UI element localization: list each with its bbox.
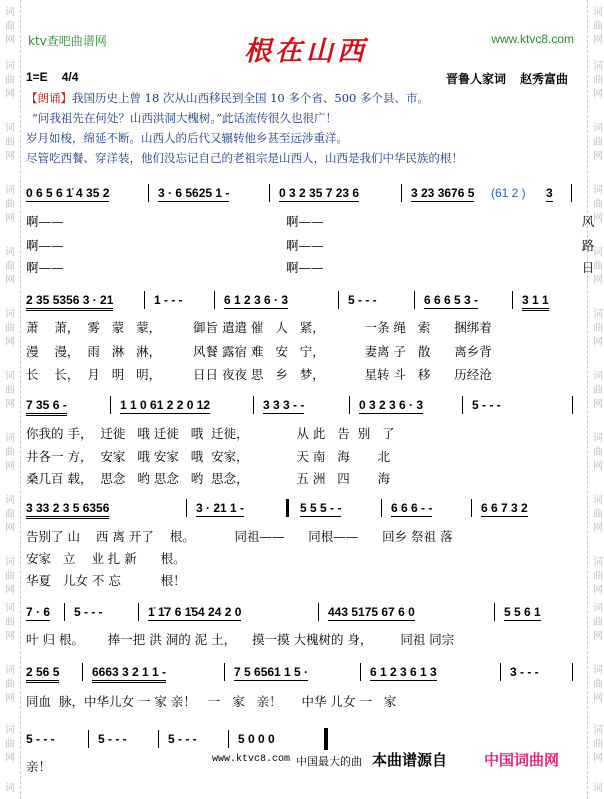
watermark-char: 曲 <box>593 199 603 210</box>
watermark-char: 网 <box>593 275 603 286</box>
measure: 6 6 6 5 3 - <box>424 293 479 307</box>
key-signature <box>26 70 92 84</box>
watermark-char: 词 <box>593 603 603 614</box>
measure: 6663 3 2 1 1 - <box>92 665 166 683</box>
lyric-line: 告别了 山 西 离 开了 根。 同祖—— 同根—— 回乡 祭祖 落 <box>26 529 453 544</box>
barline <box>144 291 145 309</box>
watermark-char: 曲 <box>5 447 15 458</box>
watermark-char: 词 <box>5 123 15 134</box>
measure: 5 - - - <box>168 732 197 746</box>
site-url-right: www.ktvc8.com <box>491 32 574 46</box>
watermark-char: 词 <box>593 557 603 568</box>
watermark-char: 曲 <box>5 739 15 750</box>
footer-source-label: 本曲谱源自 <box>372 751 448 769</box>
watermark-char: 网 <box>593 461 603 472</box>
barline <box>471 499 472 517</box>
narration-line: “问我祖先在何处？山西洪洞大槐树。”此话流传很久也很广！ <box>32 111 338 125</box>
time-signature: 4/4 <box>61 70 79 84</box>
lyric-line: 啊—— 啊—— 路 <box>26 238 595 253</box>
watermark-char: 网 <box>5 631 15 642</box>
watermark-char: 网 <box>593 693 603 704</box>
key: 1=E <box>26 70 48 84</box>
watermark-char: 词 <box>593 371 603 382</box>
watermark-char: 网 <box>593 213 603 224</box>
watermark-char: 词 <box>5 7 15 18</box>
watermark-char: 词 <box>5 603 15 614</box>
watermark-char: 词 <box>593 185 603 196</box>
watermark-char: 曲 <box>5 679 15 690</box>
left-watermark-column <box>0 0 21 799</box>
measure: 3 <box>546 186 553 200</box>
barline <box>494 603 495 621</box>
watermark-char: 曲 <box>593 509 603 520</box>
measure: 3 1 1 <box>522 293 549 311</box>
watermark-char: 曲 <box>593 679 603 690</box>
score-system-2 <box>26 293 580 311</box>
watermark-char: 网 <box>593 151 603 162</box>
measure: 5 - - - <box>26 732 55 746</box>
lyric-line: 长 长， 月 明 明， 日日 夜夜 思 乡 梦， 星转 斗 移 历经沧 <box>26 367 492 382</box>
site-name-left: ktv查吧曲谱网 <box>28 34 107 48</box>
measure: 1 - - - <box>154 293 183 307</box>
watermark-char: 词 <box>593 61 603 72</box>
narration-line: 尽管吃西餐、穿洋装，他们没忘记自己的老祖宗是山西人，山西是我们中华民族的根！ <box>26 151 463 165</box>
measure: 6 6 7 3 2 <box>481 501 528 515</box>
watermark-char: 词 <box>5 557 15 568</box>
watermark-char: 词 <box>5 433 15 444</box>
watermark-char: 词 <box>593 433 603 444</box>
barline <box>571 184 572 202</box>
barline <box>349 396 350 414</box>
footer-url: www.ktvc8.com <box>212 754 291 765</box>
measure: 3 23 3676 5 <box>411 186 475 200</box>
measure: 2 35 5356 3 · 21 <box>26 293 113 311</box>
watermark-char: 词 <box>593 309 603 320</box>
barline <box>462 396 463 414</box>
barline <box>500 663 501 681</box>
lyric-line: 啊—— 啊—— 风 <box>26 214 595 229</box>
measure: 3 3 3 - - <box>263 398 305 412</box>
watermark-char: 网 <box>5 213 15 224</box>
watermark-char: 曲 <box>5 509 15 520</box>
right-watermark-column <box>587 0 604 799</box>
barline <box>253 396 254 414</box>
barline <box>572 396 573 414</box>
lyric-line: 井各一 方， 安家 哦 安家 哦 安家， 天 南 海 北 <box>26 449 391 464</box>
watermark-char: 网 <box>593 399 603 410</box>
score-system-4 <box>26 501 580 519</box>
measure: 0 6 5 6 1̇ 4 35 2 <box>26 186 110 200</box>
repeat-barline <box>286 499 289 517</box>
watermark-char: 网 <box>5 89 15 100</box>
barline <box>414 291 415 309</box>
watermark-char: 词 <box>5 61 15 72</box>
barline <box>148 184 149 202</box>
lyricist: 晋鲁人家词 <box>445 72 506 86</box>
barline <box>82 663 83 681</box>
barline <box>269 184 270 202</box>
watermark-char: 网 <box>5 275 15 286</box>
score-system-3 <box>26 398 580 416</box>
measure: 1 1 0 61 2 2 0 12 <box>120 398 211 412</box>
lyric-line: 你我的 手， 迁徙 哦 迁徙 哦 迁徙， 从 此 告 别 了 <box>26 426 395 441</box>
watermark-char: 曲 <box>5 617 15 628</box>
watermark-char: 网 <box>593 585 603 596</box>
watermark-char: 词 <box>593 123 603 134</box>
barline <box>401 184 402 202</box>
lyric-line: 亲！ <box>26 759 52 774</box>
lyric-line: 桑几百 载， 思念 哟 思念 哟 思念， 五 洲 四 海 <box>26 471 391 486</box>
watermark-char: 曲 <box>5 21 15 32</box>
watermark-char: 曲 <box>5 261 15 272</box>
measure: 7 5 6561 1 5 · <box>234 665 309 679</box>
watermark-char: 曲 <box>5 323 15 334</box>
watermark-char: 词 <box>5 185 15 196</box>
watermark-char: 曲 <box>5 199 15 210</box>
measure: 0 3 2 35 7 23 6 <box>279 186 360 200</box>
measure-parenthetical: (61 2 ) <box>491 186 526 200</box>
lyric-line: 漫 漫， 雨 淋 淋， 风餐 露宿 难 安 宁， 妻离 子 散 离乡背 <box>26 344 492 359</box>
lyric-line: 同血 脉，中华儿女 一 家 亲！ 一 家 亲！ 中华 儿女 一 家 <box>26 694 397 709</box>
lyric-line: 啊—— 啊—— 日 <box>26 260 595 275</box>
barline <box>572 663 573 681</box>
watermark-char: 曲 <box>593 323 603 334</box>
watermark-char: 词 <box>593 495 603 506</box>
watermark-char: 词 <box>593 247 603 258</box>
measure: 1̇ 1̇7 6 1̇54 24 2 0 <box>148 605 242 619</box>
lyric-line: 安家 立 业 扎 新 根。 <box>26 551 186 566</box>
score-system-7 <box>26 732 580 750</box>
watermark-char: 网 <box>5 35 15 46</box>
watermark-char: 曲 <box>593 137 603 148</box>
measure: 3 - - - <box>510 665 539 679</box>
footer-site-name: 中国词曲网 <box>484 751 560 769</box>
measure: 5 5 6 1 <box>504 605 541 619</box>
barline <box>228 730 229 748</box>
measure: 5 - - - <box>98 732 127 746</box>
watermark-char: 词 <box>5 247 15 258</box>
watermark-char: 网 <box>5 585 15 596</box>
watermark-char: 词 <box>5 371 15 382</box>
watermark-char: 词 <box>5 783 15 794</box>
narration-tag: 【朗诵】 <box>26 91 72 105</box>
measure: 5 0 0 0 <box>238 732 275 746</box>
measure: 6 1 2 3 6 · 3 <box>224 293 289 307</box>
barline <box>338 291 339 309</box>
watermark-char: 网 <box>593 35 603 46</box>
measure: 2 56 5 <box>26 665 59 683</box>
watermark-char: 网 <box>5 523 15 534</box>
barline <box>64 603 65 621</box>
barline <box>88 730 89 748</box>
credits <box>432 70 568 87</box>
watermark-char: 网 <box>5 461 15 472</box>
watermark-char: 曲 <box>593 447 603 458</box>
song-title: 根在山西 <box>244 36 368 67</box>
watermark-char: 曲 <box>593 617 603 628</box>
measure: 443 5175 67 6 0 <box>328 605 415 619</box>
watermark-char: 词 <box>593 7 603 18</box>
barline <box>186 499 187 517</box>
barline <box>512 291 513 309</box>
watermark-char: 词 <box>5 665 15 676</box>
watermark-char: 词 <box>593 725 603 736</box>
narration-line: 岁月如梭，绵延不断。山西人的后代又辗转他乡甚至远涉重洋。 <box>26 131 348 145</box>
narration-line: 【朗诵】我国历史上曾 18 次从山西移民到全国 10 多个省、500 多个县、市。 <box>26 91 429 105</box>
barline <box>381 499 382 517</box>
watermark-char: 词 <box>593 783 603 794</box>
measure: 5 - - - <box>348 293 377 307</box>
measure: 3 · 6 5625 1 - <box>158 186 230 200</box>
watermark-char: 网 <box>5 399 15 410</box>
measure: 3 33 2 3 5 6356 <box>26 501 109 519</box>
measure: 7 35 6 - <box>26 398 67 416</box>
watermark-char: 网 <box>5 337 15 348</box>
watermark-char: 词 <box>593 665 603 676</box>
watermark-char: 网 <box>593 631 603 642</box>
watermark-char: 曲 <box>5 571 15 582</box>
measure: 6 1 2 3 6 1 3 <box>370 665 437 679</box>
composer: 赵秀富曲 <box>519 72 568 86</box>
watermark-char: 曲 <box>593 21 603 32</box>
watermark-char: 曲 <box>593 571 603 582</box>
watermark-char: 曲 <box>593 385 603 396</box>
watermark-char: 网 <box>5 753 15 764</box>
barline <box>158 730 159 748</box>
measure: 3 · 21 1 - <box>196 501 245 515</box>
watermark-char: 词 <box>5 495 15 506</box>
measure: 5 5 5 - - <box>300 501 342 515</box>
measure: 0 3 2 3 6 · 3 <box>359 398 424 412</box>
lyric-line: 叶 归 根。 捧一把 洪 洞的 泥 土， 摸一摸 大槐树的 身， 同祖 同宗 <box>26 632 455 647</box>
watermark-char: 网 <box>593 753 603 764</box>
barline <box>138 603 139 621</box>
barline <box>318 603 319 621</box>
watermark-char: 曲 <box>593 739 603 750</box>
measure: 5 - - - <box>472 398 501 412</box>
lyric-line: 华夏 儿女 不 忘 根！ <box>26 573 186 588</box>
measure: 7 · 6 <box>26 605 51 619</box>
score-system-6 <box>26 665 580 683</box>
barline <box>214 291 215 309</box>
watermark-char: 网 <box>593 523 603 534</box>
watermark-char: 曲 <box>5 385 15 396</box>
measure: 5 - - - <box>74 605 103 619</box>
watermark-char: 词 <box>5 725 15 736</box>
footer-slogan: 中国最大的曲 <box>296 755 362 768</box>
barline <box>360 663 361 681</box>
watermark-char: 网 <box>5 151 15 162</box>
barline <box>224 663 225 681</box>
watermark-char: 网 <box>5 693 15 704</box>
lyric-line: 萧 萧， 雾 蒙 蒙， 御旨 遣遣 催 人 紧， 一条 绳 索 捆绑着 <box>26 320 492 335</box>
measure: 6 6 6 - - <box>391 501 433 515</box>
score-system-5 <box>26 605 580 623</box>
watermark-char: 网 <box>593 337 603 348</box>
watermark-char: 词 <box>5 309 15 320</box>
watermark-char: 曲 <box>593 261 603 272</box>
watermark-char: 曲 <box>593 75 603 86</box>
watermark-char: 曲 <box>5 137 15 148</box>
watermark-char: 网 <box>593 89 603 100</box>
final-barline <box>324 728 328 750</box>
score-system-1 <box>26 186 580 204</box>
watermark-char: 曲 <box>5 75 15 86</box>
barline <box>110 396 111 414</box>
